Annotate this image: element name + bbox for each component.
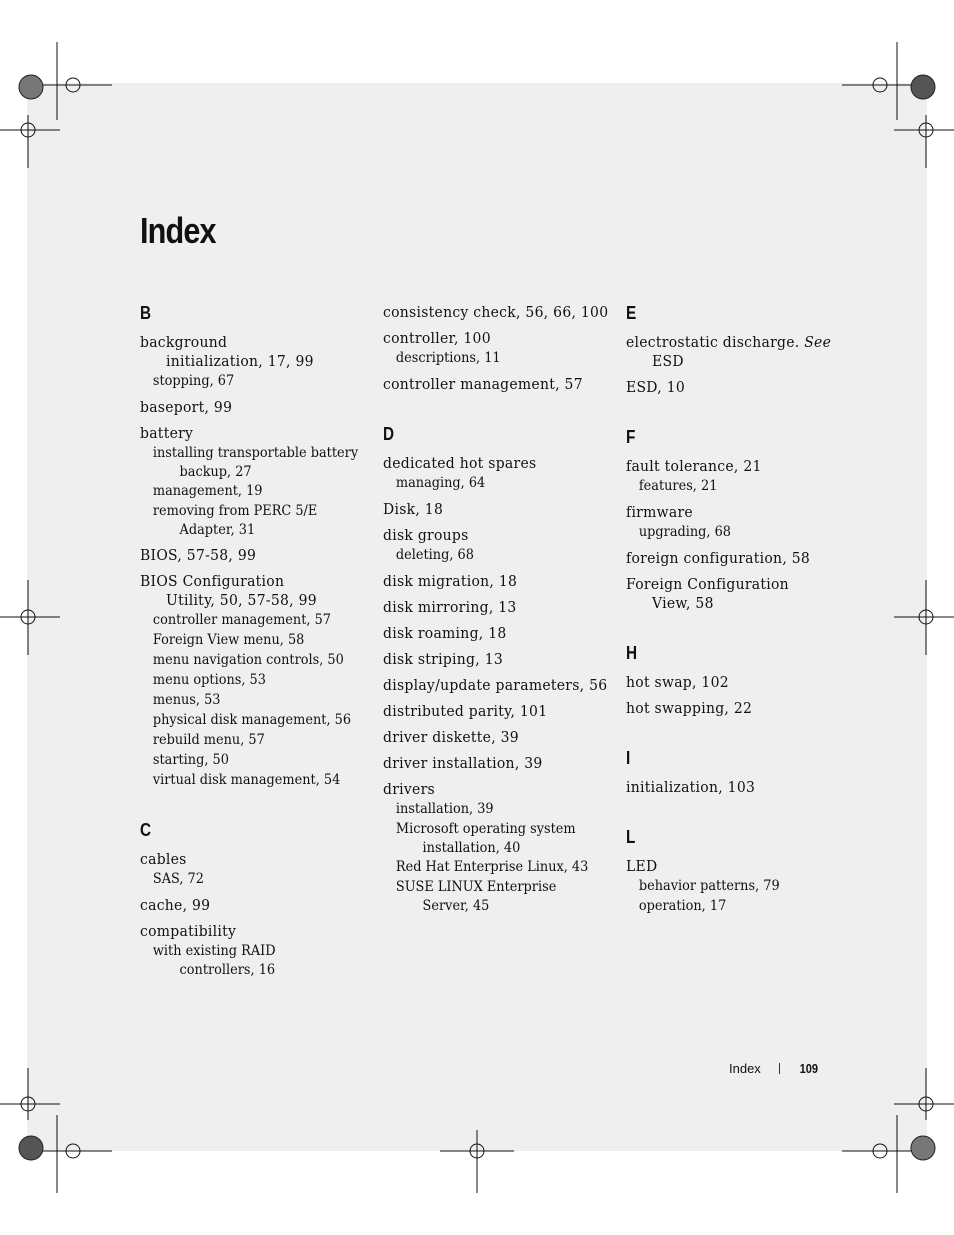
index-entry (383, 702, 608, 721)
entry-term: driver diskette, 39 (383, 728, 519, 746)
index-entry (140, 546, 365, 565)
index-entry (626, 333, 851, 371)
entry-subterm: installation, 39 (395, 801, 494, 817)
entry-term: background (140, 333, 228, 351)
index-column-2 (383, 300, 608, 915)
section-letter: F (626, 427, 636, 447)
page-footer (729, 1061, 820, 1076)
index-entry (383, 728, 608, 747)
page-title: Index (140, 210, 216, 251)
entry-term: consistency check, 56, 66, 100 (383, 303, 609, 321)
entry-continuation: Server, 45 (422, 898, 490, 914)
footer-label: Index (729, 1061, 761, 1076)
entry-term: BIOS, 57-58, 99 (140, 546, 257, 564)
index-entry (383, 500, 608, 519)
entry-subterm: descriptions, 11 (395, 350, 501, 366)
entry-subterm: SAS, 72 (152, 871, 204, 887)
entry-continuation: Adapter, 31 (179, 522, 256, 538)
footer-separator (779, 1063, 780, 1074)
entry-term-text: electrostatic discharge. (626, 333, 805, 351)
section-letter: B (140, 303, 152, 323)
section-letter: E (626, 303, 637, 323)
index-entry (626, 457, 851, 496)
entry-subterm: behavior patterns, 79 (638, 878, 780, 894)
entry-subterm: controller management, 57 (152, 612, 331, 628)
index-entry (626, 503, 851, 542)
index-entry (626, 549, 851, 568)
entry-subterm: upgrading, 68 (638, 524, 731, 540)
entry-term: hot swap, 102 (626, 673, 729, 691)
entry-subterm: features, 21 (638, 478, 718, 494)
entry-term: firmware (626, 503, 693, 521)
entry-term: BIOS Configuration (140, 572, 285, 590)
section-letter: H (626, 643, 638, 663)
entry-subterm: deleting, 68 (395, 547, 474, 563)
index-entry (383, 572, 608, 591)
entry-term: hot swapping, 22 (626, 699, 753, 717)
index-entry (140, 896, 365, 915)
entry-term: Foreign Configuration (626, 575, 789, 593)
entry-subterm: with existing RAID (152, 943, 276, 959)
index-entry (383, 754, 608, 773)
entry-term: distributed parity, 101 (383, 702, 548, 720)
section-letter: I (626, 748, 631, 768)
entry-subterm: managing, 64 (395, 475, 486, 491)
entry-term: dedicated hot spares (383, 454, 537, 472)
index-entry (626, 778, 851, 797)
entry-subterm: virtual disk management, 54 (152, 772, 341, 788)
entry-subterm: starting, 50 (152, 752, 229, 768)
entry-term: controller management, 57 (383, 375, 583, 393)
index-column-3 (626, 300, 851, 916)
entry-term: disk groups (383, 526, 469, 544)
entry-subterm: menu navigation controls, 50 (152, 652, 344, 668)
entry-term: disk migration, 18 (383, 572, 518, 590)
index-entry (383, 329, 608, 368)
section-letter: L (626, 827, 636, 847)
entry-term: initialization, 103 (626, 778, 756, 796)
index-entry (140, 850, 365, 889)
index-entry (383, 780, 608, 915)
see-reference: See (804, 333, 832, 351)
entry-continuation: View, 58 (652, 594, 714, 612)
entry-subterm: management, 19 (152, 483, 263, 499)
index-entry (383, 676, 608, 695)
entry-subterm: menus, 53 (152, 692, 221, 708)
index-column-1 (140, 300, 365, 979)
entry-continuation: initialization, 17, 99 (166, 352, 314, 370)
index-entry (140, 922, 365, 979)
entry-term: driver installation, 39 (383, 754, 543, 772)
index-entry (626, 673, 851, 692)
entry-term: fault tolerance, 21 (626, 457, 762, 475)
index-entry (626, 575, 851, 613)
index-entry (626, 378, 851, 397)
entry-continuation: Utility, 50, 57-58, 99 (166, 591, 317, 609)
entry-subterm: Red Hat Enterprise Linux, 43 (395, 859, 589, 875)
entry-term: Disk, 18 (383, 500, 444, 518)
index-entry (383, 598, 608, 617)
section-letter: D (383, 424, 395, 444)
entry-continuation: installation, 40 (422, 840, 521, 856)
entry-subterm: Foreign View menu, 58 (152, 632, 305, 648)
index-entry (626, 857, 851, 916)
entry-term: cables (140, 850, 187, 868)
entry-continuation: controllers, 16 (179, 962, 276, 978)
entry-term: compatibility (140, 922, 237, 940)
entry-subterm: SUSE LINUX Enterprise (395, 879, 557, 895)
entry-term: drivers (383, 780, 435, 798)
entry-subterm: menu options, 53 (152, 672, 266, 688)
entry-subterm: Microsoft operating system (395, 821, 576, 837)
section-letter: C (140, 820, 152, 840)
entry-term: ESD, 10 (626, 378, 686, 396)
index-entry (140, 424, 365, 539)
index-entry (140, 333, 365, 391)
entry-term (626, 333, 835, 352)
entry-term: disk striping, 13 (383, 650, 504, 668)
entry-term: disk mirroring, 13 (383, 598, 517, 616)
index-entry (383, 526, 608, 565)
index-entry (626, 699, 851, 718)
entry-subterm: installing transportable battery (152, 445, 359, 461)
entry-term: controller, 100 (383, 329, 491, 347)
entry-term: disk roaming, 18 (383, 624, 507, 642)
entry-term: cache, 99 (140, 896, 211, 914)
page-number: 109 (799, 1061, 818, 1076)
entry-subterm: removing from PERC 5/E (152, 503, 318, 519)
entry-subterm: operation, 17 (638, 898, 727, 914)
entry-subterm: stopping, 67 (152, 373, 235, 389)
index-entry (140, 572, 365, 790)
index-entry (383, 454, 608, 493)
entry-term: display/update parameters, 56 (383, 676, 608, 694)
entry-term: battery (140, 424, 194, 442)
index-entry (140, 398, 365, 417)
entry-subterm: rebuild menu, 57 (152, 732, 265, 748)
entry-term: baseport, 99 (140, 398, 233, 416)
entry-term: foreign configuration, 58 (626, 549, 811, 567)
entry-continuation: backup, 27 (179, 464, 252, 480)
index-entry (383, 650, 608, 669)
index-entry (383, 624, 608, 643)
entry-continuation: ESD (652, 352, 684, 370)
index-entry (383, 375, 608, 394)
index-entry (383, 303, 608, 322)
entry-term: LED (626, 857, 658, 875)
entry-subterm: physical disk management, 56 (152, 712, 352, 728)
